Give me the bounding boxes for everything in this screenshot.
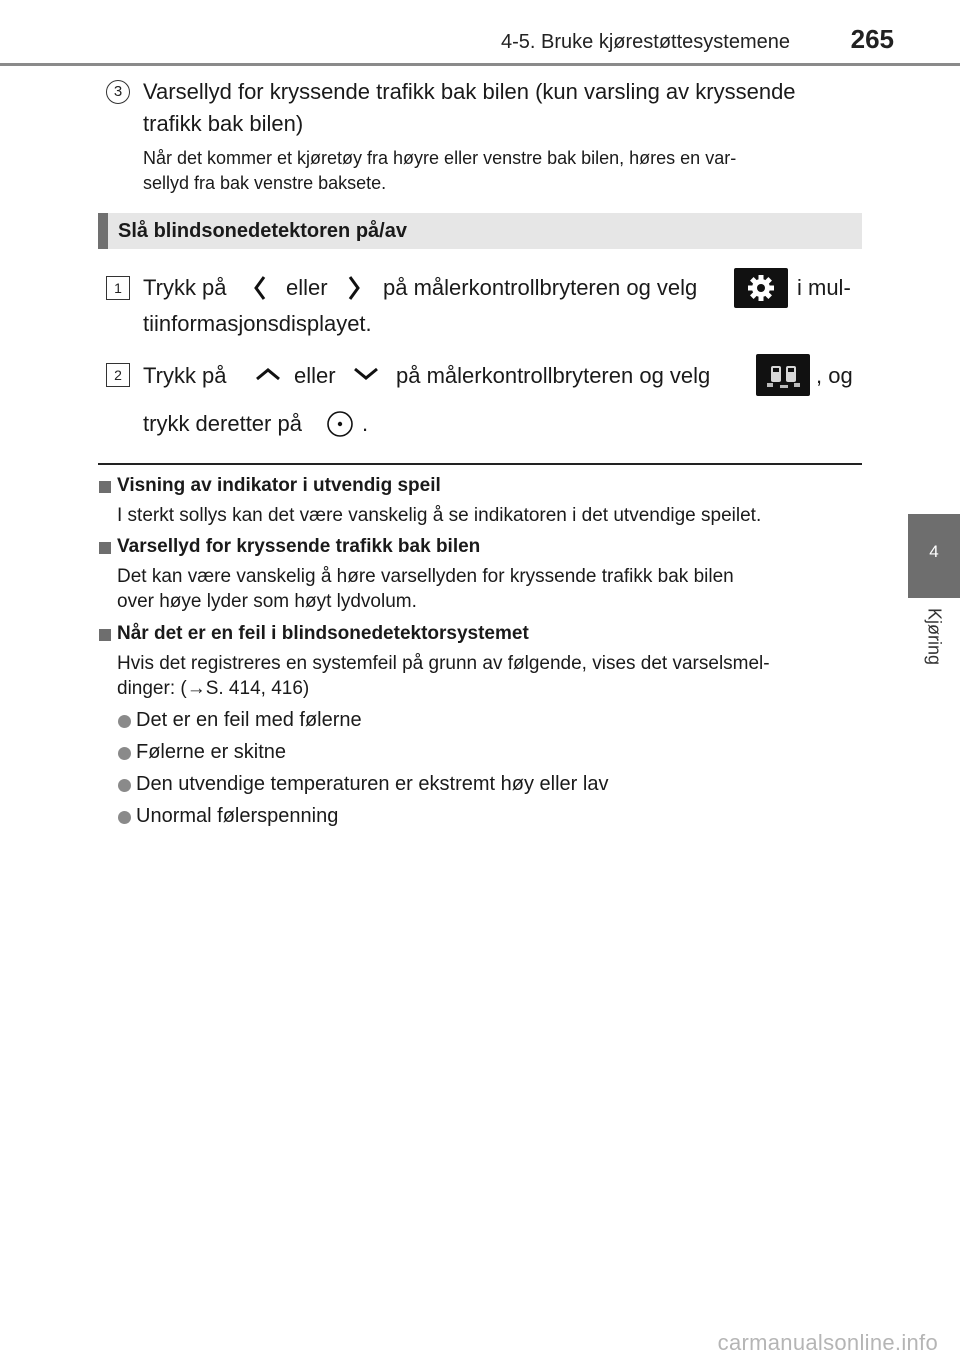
step2-text-1: Trykk på — [143, 363, 227, 388]
step1-line2: tiinformasjonsdisplayet. — [143, 311, 372, 336]
bullet-item: Den utvendige temperaturen er ekstremt høy eller lav — [136, 773, 609, 795]
settings-gear-icon — [734, 268, 788, 308]
note-heading: Visning av indikator i utvendig speil — [117, 475, 441, 496]
step1-text-3: på målerkontrollbryteren og velg — [383, 275, 698, 300]
step2-line2b: . — [362, 411, 369, 436]
bullet-item: Det er en feil med følerne — [136, 709, 362, 731]
chevron-up-icon — [254, 366, 282, 382]
header-section-title: 4-5. Bruke kjørestøttesystemene — [501, 31, 790, 53]
note-body-line: Hvis det registreres en systemfeil på grunn av følgende, vises det varselsmel- — [117, 653, 770, 674]
bullet-dot-icon — [118, 811, 131, 824]
blind-spot-monitor-icon — [756, 354, 810, 396]
section-heading-title: Slå blindsonedetektoren på/av — [118, 220, 407, 242]
step2-text-2: eller — [294, 363, 336, 388]
item3-title-line2: trafikk bak bilen) — [143, 111, 304, 136]
watermark: carmanualsonline.info — [717, 1330, 938, 1355]
step2-text-3: på målerkontrollbryteren og velg — [396, 363, 711, 388]
note-heading: Når det er en feil i blindsonedetektorsystemet — [117, 623, 529, 644]
note-heading: Varsellyd for kryssende trafikk bak bilen — [117, 536, 481, 557]
chapter-label-text: Kjøring — [924, 608, 945, 666]
step1-text-2: eller — [286, 275, 328, 300]
chapter-label — [910, 608, 958, 688]
section-heading-bar — [98, 213, 862, 249]
item3-body-line2: sellyd fra bak venstre baksete. — [143, 173, 387, 193]
chevron-down-icon — [352, 366, 380, 382]
item-number-3: 3 — [106, 80, 130, 104]
step1-text-4: i mul- — [797, 275, 851, 300]
item3-body-line1: Når det kommer et kjøretøy fra høyre eller venstre bak bilen, høres en var- — [143, 148, 737, 168]
chevron-left-icon — [252, 274, 268, 302]
chapter-tab-number: 4 — [929, 542, 939, 561]
step-number-2: 2 — [106, 363, 130, 387]
enter-button-icon — [326, 410, 354, 438]
section-divider — [98, 463, 862, 465]
step2-line2a: trykk deretter på — [143, 411, 302, 436]
step1-text-1: Trykk på — [143, 275, 227, 300]
note-body-line: I sterkt sollys kan det være vanskelig å se indikatoren i det utvendige speilet. — [117, 505, 762, 526]
chapter-tab — [908, 514, 960, 598]
section-heading-accent — [98, 213, 108, 249]
step-number-1: 1 — [106, 276, 130, 300]
note-marker-icon — [99, 481, 111, 493]
bullet-item: Unormal følerspenning — [136, 805, 339, 827]
bullet-item: Følerne er skitne — [136, 741, 287, 763]
note-body-line: dinger: (→S. 414, 416) — [117, 678, 310, 699]
item3-title-line1: Varsellyd for kryssende trafikk bak bilen (kun varsling av kryssende — [143, 79, 796, 104]
header-rule — [0, 63, 960, 66]
page-number: 265 — [850, 24, 894, 54]
page-header — [0, 0, 960, 70]
bullet-dot-icon — [118, 747, 131, 760]
note-body-line: over høye lyder som høyt lydvolum. — [117, 591, 417, 612]
note-marker-icon — [99, 542, 111, 554]
bullet-dot-icon — [118, 779, 131, 792]
note-marker-icon — [99, 629, 111, 641]
chevron-right-icon — [346, 274, 362, 302]
note-body-line: Det kan være vanskelig å høre varsellyden for kryssende trafikk bak bilen — [117, 566, 734, 587]
bullet-dot-icon — [118, 715, 131, 728]
step2-text-4: , og — [816, 363, 853, 388]
